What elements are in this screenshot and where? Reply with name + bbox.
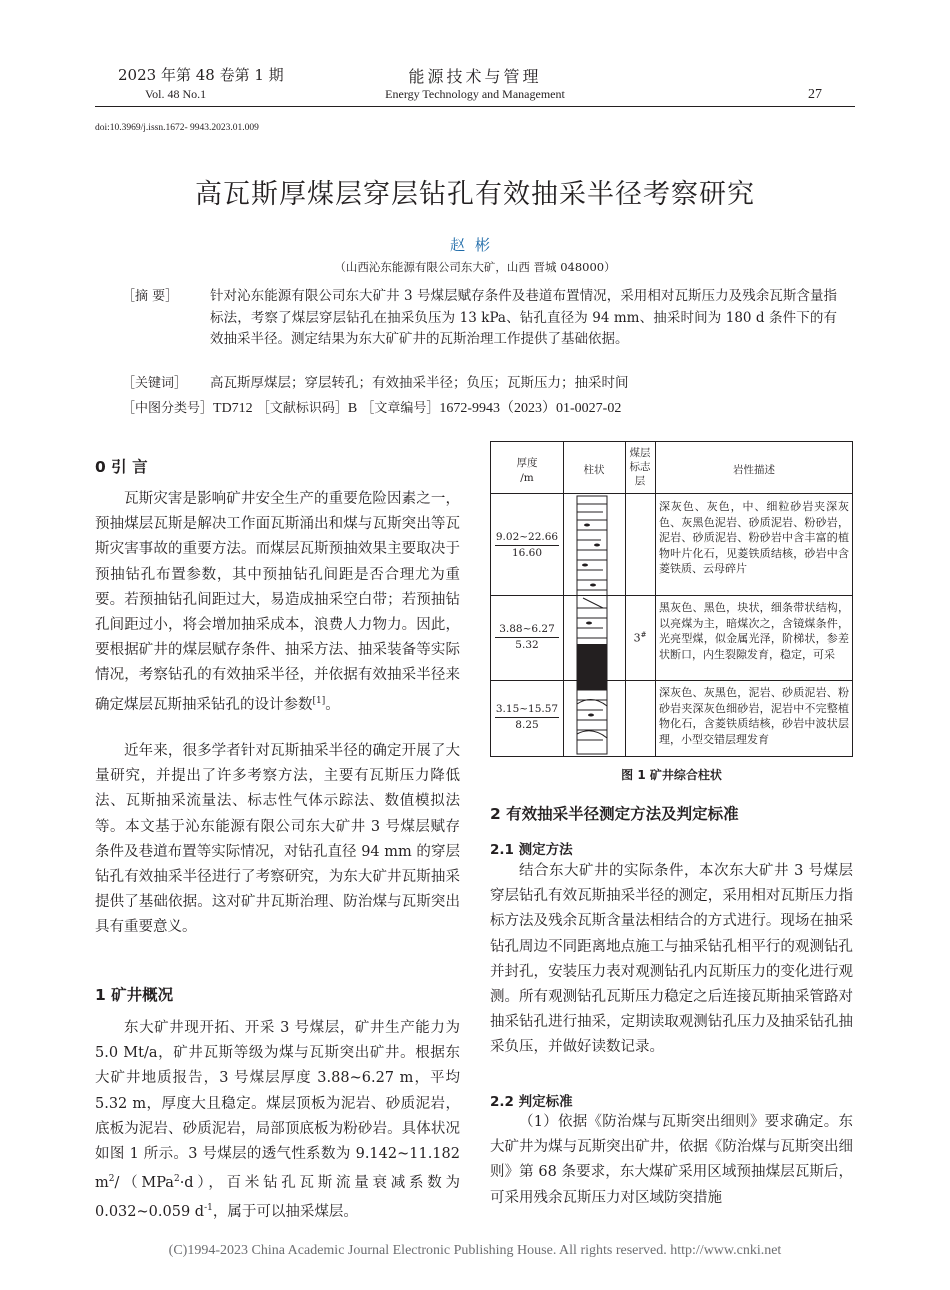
s1-sup-2: 2 xyxy=(173,1174,180,1185)
article-no-label: ［文章编号］ xyxy=(361,401,440,416)
section-0-para-1-end: 。 xyxy=(325,696,340,713)
fig-header-marker: 煤层 标志 层 xyxy=(629,447,651,487)
keywords-label: ［关键词］ xyxy=(122,376,188,391)
s1-sup-1: 2 xyxy=(108,1174,115,1185)
s1-sup-3: -1 xyxy=(204,1203,213,1214)
section-0-para-1 xyxy=(95,487,460,718)
fig-row-1-range: 9.02~22.66 xyxy=(495,530,559,546)
fig-row-1-desc: 深灰色、灰色，中、细粒砂岩夹深灰色、灰黑色泥岩、砂质泥岩、粉砂岩，泥岩、砂质泥岩、粉砂岩中含丰富的植物叶片化石，见菱铁质结核，砂岩中含菱铁质、云母碎片 xyxy=(659,500,849,576)
section-1-heading: 1 矿井概况 xyxy=(95,986,174,1004)
s1-text-b: /（MPa xyxy=(114,1175,174,1192)
section-0-para-2: 近年来，很多学者针对瓦斯抽采半径的确定开展了大量研究，并提出了许多考察方法，主要有瓦斯压力降低法、瓦斯抽采流量法、标志性气体示踪法、数值模拟法等。本文基于沁东能源有限公司东大矿井 3 号煤层赋存条件及巷道布置等实际情况，对钻孔直径 94 mm 的穿层钻孔有效抽采半径进行了考察研究，为东大矿井瓦斯抽采提供了基础依据。这对矿井瓦斯治理、防治煤与瓦斯突出具有重要意义。 xyxy=(95,743,460,936)
affiliation: （山西沁东能源有限公司东大矿，山西 晋城 048000） xyxy=(334,260,616,274)
fig-header-thickness: 厚度 /m xyxy=(516,457,538,484)
page-number: 27 xyxy=(808,87,822,102)
classification-line xyxy=(122,397,621,417)
paper-title: 高瓦斯厚煤层穿层钻孔有效抽采半径考察研究 xyxy=(195,179,755,210)
fig-row-2-desc: 黑灰色、黑色，块状，细条带状结构，以亮煤为主，暗煤次之，含镜煤条件，光亮型煤，似金属光泽，阶梯状，参差状断口，内生裂隙发育，稳定，可采 xyxy=(659,601,849,661)
fig-row-3-desc: 深灰色、灰黑色，泥岩、砂质泥岩、粉砂岩夹深灰色细砂岩，泥岩中不完整植物化石，含菱铁质结核，砂岩中波状层理，小型交错层理发育 xyxy=(659,686,849,746)
clc-label: ［中图分类号］ xyxy=(122,401,214,416)
fig-row-2-marker xyxy=(625,628,655,646)
doi[interactable]: doi:10.3969/j.issn.1672- 9943.2023.01.009 xyxy=(95,123,259,133)
fig-row-1-avg: 16.60 xyxy=(511,547,543,559)
journal-issue-en: Vol. 48 No.1 xyxy=(145,87,207,101)
abstract-text: 针对沁东能源有限公司东大矿井 3 号煤层赋存条件及巷道布置情况，采用相对瓦斯压力及残余瓦斯含量指标法，考察了煤层穿层钻孔在抽采负压为 13 kPa、钻孔直径为 94 mm、抽采时间为 180 d 条件下的有效抽采半径。测定结果为东大矿矿井的瓦斯治理工作提供了基础依据。 xyxy=(210,288,837,347)
fig-row-2-thickness xyxy=(495,622,559,653)
s1-text-d: ，属于可以抽采煤层。 xyxy=(212,1204,358,1221)
fig-row-2-avg: 5.32 xyxy=(515,639,539,651)
clc-value: TD712 xyxy=(213,401,253,416)
abstract xyxy=(122,286,837,356)
fig-row-3-avg: 8.25 xyxy=(515,719,539,731)
journal-issue-cn: 2023 年第 48 卷第 1 期 xyxy=(118,66,284,84)
section-2-2-para-1: （1）依据《防治煤与瓦斯突出细则》要求确定。东大矿井为煤与瓦斯突出矿井，依据《防治煤与瓦斯突出细则》第 68 条要求，东大煤矿采用区域预抽煤层瓦斯后，可采用残余瓦斯压力对区域防突措施 xyxy=(490,1114,853,1206)
fig-header-column: 柱状 xyxy=(583,464,605,476)
section-2-1-heading: 2.1 测定方法 xyxy=(490,842,573,858)
fig-row-1-thickness xyxy=(495,530,559,561)
journal-name-en: Energy Technology and Management xyxy=(385,87,565,101)
section-0-para-1-text: 瓦斯灾害是影响矿井安全生产的重要危险因素之一，预抽煤层瓦斯是解决工作面瓦斯涌出和煤与瓦斯突出等瓦斯灾害事故的重要方法。而煤层瓦斯预抽效果主要取决于预抽钻孔布置参数，其中预抽钻孔间距是否合理尤为重要。若预抽钻孔间距过大，易造成抽采空白带；若预抽钻孔间距过小，将会增加抽采成本，浪费人力物力。因此，要根据矿井的煤层赋存条件、抽采方法、抽采装备等实际情况，考察钻孔的有效抽采半径，并依据有效抽采半径来确定煤层瓦斯抽采钻孔的设计参数 xyxy=(95,491,460,713)
doc-code-value: B xyxy=(347,401,358,416)
article-no-value: 1672-9943（2023）01-0027-02 xyxy=(439,401,622,416)
section-1-para-1 xyxy=(95,1016,460,1225)
fig-row-2-marker-sup: # xyxy=(640,631,647,639)
citation-1[interactable]: [1] xyxy=(312,695,326,706)
s1-text-c: ·d），百米钻孔瓦斯流量衰减系数为 0.032~0.059 d xyxy=(95,1175,461,1221)
s1-text-a: 东大矿井现开拓、开采 3 号煤层，矿井生产能力为 5.0 Mt/a，矿井瓦斯等级为煤与瓦斯突出矿井。根据东大矿井地质报告，3 号煤层厚度 3.88~6.27 m，平均 5.32 m，厚度大且稳定。煤层顶板为泥岩、砂质泥岩，底板为泥岩、砂质泥岩，局部顶底板为粉砂岩。具体状况如图 1 所示。3 号煤层的透气性系数为 9.142~11.182 m xyxy=(95,1020,460,1192)
figure-1-stratigraphic-column xyxy=(490,441,853,757)
copyright-footer: (C)1994-2023 China Academic Journal Electronic Publishing House. All rights reserved. http://www.cnki.net xyxy=(168,1243,782,1258)
fig-header-description: 岩性描述 xyxy=(733,464,775,476)
fig-row-3-thickness xyxy=(495,702,559,733)
fig-row-2-marker-num: 3 xyxy=(633,631,641,645)
keywords xyxy=(122,373,837,395)
section-2-2-heading: 2.2 判定标准 xyxy=(490,1094,573,1110)
abstract-label: ［摘 要］ xyxy=(122,289,179,304)
header-rule xyxy=(95,106,855,107)
section-2-heading: 2 有效抽采半径测定方法及判定标准 xyxy=(490,805,739,823)
journal-name-cn: 能源技术与管理 xyxy=(408,67,542,86)
keywords-text: 高瓦斯厚煤层；穿层转孔；有效抽采半径；负压；瓦斯压力；抽采时间 xyxy=(210,375,629,391)
doc-code-label: ［文献标识码］ xyxy=(256,401,348,416)
lithology-column-graphic xyxy=(563,494,625,756)
section-0-heading: 0 引 言 xyxy=(95,458,148,476)
section-2-1-para-1: 结合东大矿井的实际条件，本次东大矿井 3 号煤层穿层钻孔有效瓦斯抽采半径的测定，采用相对瓦斯压力指标方法及残余瓦斯含量法相结合的方式进行。现场在抽采钻孔周边不同距离地点施工与抽采钻孔相平行的观测钻孔并封孔，安装压力表对观测钻孔内瓦斯压力的变化进行观测。所有观测钻孔瓦斯压力稳定之后连接瓦斯抽采管路对抽采钻孔进行抽采，定期读取观测钻孔压力及抽采钻孔抽采负压，并做好读数记录。 xyxy=(490,863,853,1056)
figure-1-caption: 图 1 矿井综合柱状 xyxy=(621,768,722,782)
author[interactable]: 赵彬 xyxy=(449,236,500,254)
fig-row-3-range: 3.15~15.57 xyxy=(495,702,559,718)
fig-row-2-range: 3.88~6.27 xyxy=(495,622,559,638)
